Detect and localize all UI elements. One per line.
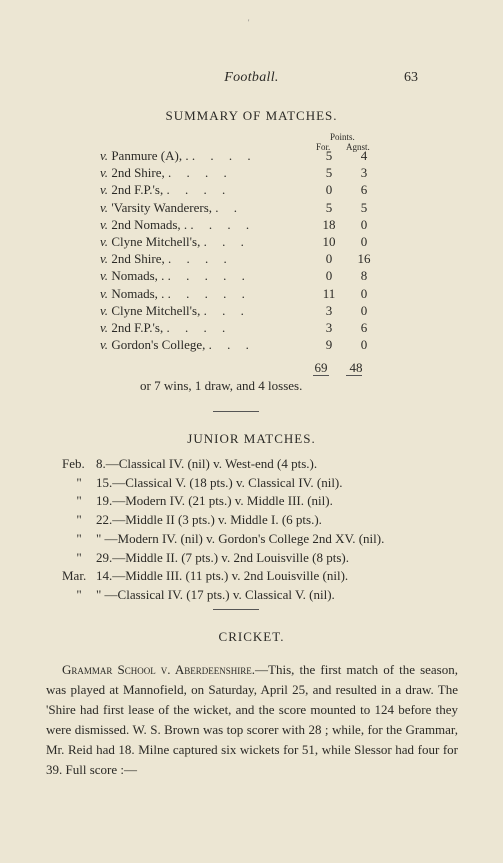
leader-dots: . . . .	[168, 165, 233, 181]
points-for: 9	[325, 337, 333, 353]
points-against: 4	[360, 148, 368, 163]
junior-month: "	[76, 493, 82, 509]
junior-month: "	[76, 549, 82, 565]
junior-title: JUNIOR MATCHES.	[187, 431, 316, 446]
summary-title: SUMMARY OF MATCHES.	[165, 108, 338, 123]
leader-dots: . . . .	[166, 182, 232, 198]
points-for: 11	[322, 285, 336, 301]
match-row	[100, 182, 390, 200]
total-against: 48	[349, 360, 363, 375]
cricket-text: —This, the first match of the season, was played at Mannofield, on Saturday, April 25, and resulted in a draw. The 'Shire had first lease of the wicket, and the score mounted to 124 before they were dismissed. W. S. Brown was top scorer with 28 ; while, for the Grammar, Mr. Reid had 18. Milne captured six wickets for 51, while Slessor had four for 39. Full score :—	[46, 662, 458, 777]
points-against: 0	[360, 337, 368, 353]
cricket-title: CRICKET.	[218, 629, 285, 644]
junior-match-text: 22.—Middle II (3 pts.) v. Middle I. (6 pts.).	[96, 512, 322, 528]
junior-month: "	[76, 512, 82, 528]
junior-match-text: " —Classical IV. (17 pts.) v. Classical V. (nil).	[96, 586, 335, 602]
result-line: or 7 wins, 1 draw, and 4 losses.	[140, 378, 303, 393]
versus-label: v.	[100, 337, 109, 353]
versus-label: v.	[100, 268, 109, 284]
opponent-name: 2nd Shire,	[111, 165, 165, 181]
points-against: 0	[360, 234, 368, 249]
versus-label: v.	[100, 320, 109, 335]
points-against: 8	[360, 268, 368, 284]
points-against: 6	[360, 320, 368, 335]
divider-2	[213, 609, 259, 610]
running-title: Football.	[224, 70, 279, 85]
junior-month: Mar.	[62, 568, 87, 584]
leader-dots: . . . . .	[167, 268, 251, 284]
cricket-heading: Grammar School v. Aberdeenshire.	[62, 662, 256, 677]
opponent-name: Panmure (A), .	[111, 148, 189, 163]
leader-dots: . . .	[203, 302, 250, 318]
leader-dots: . . . .	[191, 148, 257, 163]
junior-match-text: 8.—Classical IV. (nil) v. West-end (4 pts.).	[96, 456, 318, 471]
points-for: 5	[325, 199, 333, 215]
total-for: 69	[314, 360, 328, 375]
points-against: 6	[360, 182, 368, 198]
junior-month: "	[76, 586, 82, 602]
opponent-name: Clyne Mitchell's,	[111, 302, 201, 318]
junior-month: "	[76, 530, 82, 546]
points-against: 16	[357, 251, 371, 267]
for-label: For.	[316, 142, 331, 152]
match-row	[100, 337, 390, 355]
points-against: 0	[360, 216, 368, 232]
opponent-name: 2nd F.P.'s,	[111, 182, 164, 198]
points-for: 3	[325, 320, 333, 335]
match-row	[100, 320, 390, 338]
leader-dots: . . .	[203, 234, 250, 249]
leader-dots: . . . .	[168, 251, 233, 267]
points-for: 5	[325, 165, 333, 181]
points-for: 0	[325, 251, 333, 267]
opponent-name: Nomads, .	[111, 285, 165, 301]
junior-month: Feb.	[62, 456, 85, 471]
versus-label: v.	[100, 199, 109, 215]
versus-label: v.	[100, 302, 109, 318]
opponent-name: Gordon's College,	[111, 337, 206, 353]
points-for: 0	[325, 268, 333, 284]
points-label: Points.	[330, 132, 355, 142]
match-row	[100, 286, 390, 304]
opponent-name: Clyne Mitchell's,	[111, 234, 201, 249]
points-against: 0	[360, 285, 368, 301]
opponent-name: Nomads, .	[111, 268, 165, 284]
match-row	[100, 268, 390, 286]
junior-match-text: 19.—Modern IV. (21 pts.) v. Middle III. (nil).	[96, 493, 333, 509]
match-row	[100, 217, 390, 235]
versus-label: v.	[100, 216, 109, 232]
versus-label: v.	[100, 148, 109, 163]
versus-label: v.	[100, 165, 109, 181]
leader-dots: . . . .	[166, 320, 232, 335]
match-row	[100, 200, 390, 218]
against-label: Agnst.	[346, 142, 370, 152]
divider-1	[213, 411, 259, 412]
points-against: 0	[360, 302, 368, 318]
opponent-name: 'Varsity Wanderers,	[111, 199, 213, 215]
versus-label: v.	[100, 234, 109, 249]
match-row	[100, 251, 390, 269]
points-for: 0	[325, 182, 333, 198]
points-for: 18	[322, 216, 336, 232]
points-for: 5	[325, 148, 333, 163]
page-number: 63	[404, 70, 418, 85]
leader-dots: . . .	[208, 337, 255, 353]
points-against: 5	[360, 199, 368, 215]
match-row	[100, 234, 390, 252]
match-row	[100, 303, 390, 321]
points-for: 10	[322, 234, 336, 249]
leader-dots: . .	[215, 199, 244, 215]
match-row	[100, 148, 390, 166]
junior-match-text: 14.—Middle III. (11 pts.) v. 2nd Louisville (nil).	[96, 568, 349, 584]
page-mark: '	[248, 18, 250, 27]
versus-label: v.	[100, 182, 109, 198]
junior-match-text: 29.—Middle II. (7 pts.) v. 2nd Louisville (8 pts).	[96, 549, 349, 565]
junior-match-text: 15.—Classical V. (18 pts.) v. Classical IV. (nil).	[96, 474, 343, 490]
match-row	[100, 165, 390, 183]
junior-match-text: " —Modern IV. (nil) v. Gordon's College 2nd XV. (nil).	[96, 530, 385, 546]
leader-dots: . . . . .	[167, 285, 251, 301]
opponent-name: 2nd Nomads, .	[111, 216, 188, 232]
opponent-name: 2nd Shire,	[111, 251, 165, 267]
opponent-name: 2nd F.P.'s,	[111, 320, 164, 335]
points-against: 3	[360, 165, 368, 181]
cricket-paragraph	[46, 660, 458, 780]
points-for: 3	[325, 302, 333, 318]
versus-label: v.	[100, 251, 109, 267]
versus-label: v.	[100, 285, 109, 301]
junior-month: "	[76, 474, 82, 490]
leader-dots: . . . .	[190, 216, 256, 232]
